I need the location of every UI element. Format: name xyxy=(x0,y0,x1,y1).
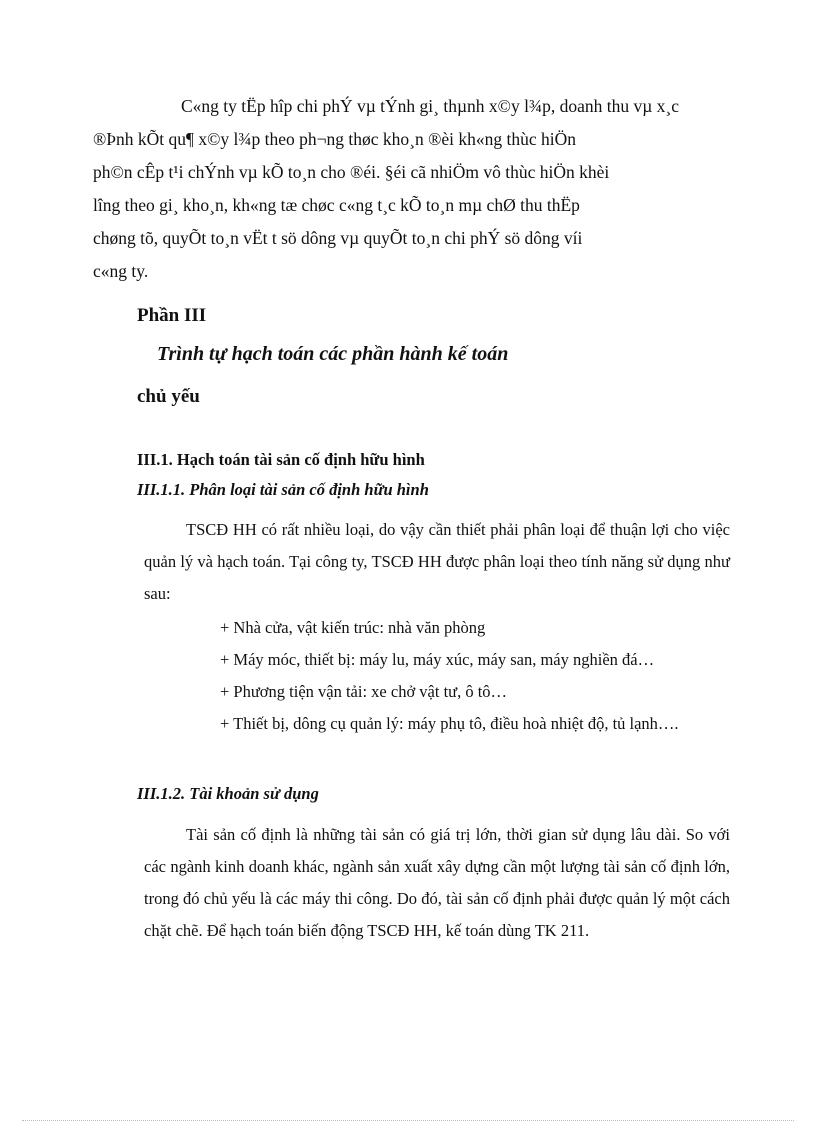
encoded-paragraph xyxy=(93,90,731,288)
subsection-heading-classification: III.1.1. Phân loại tài sản cố định hữu hình xyxy=(137,480,429,499)
part-title-continued: chủ yếu xyxy=(137,386,200,407)
page-bottom-divider xyxy=(22,1120,794,1121)
part-title: Trình tự hạch toán các phần hành kế toán xyxy=(157,343,509,365)
section-heading: III.1. Hạch toán tài sản cố định hữu hình xyxy=(137,450,425,469)
list-item: + Nhà cửa, vật kiến trúc: nhà văn phòng xyxy=(220,618,486,637)
encoded-line: C«ng ty tËp hîp chi phÝ vµ tÝnh gi¸ thµnh x©y l¾p, doanh thu vµ x¸c xyxy=(181,96,680,116)
classification-paragraph: TSCĐ HH có rất nhiều loại, do vậy cần thiết phải phân loại để thuận lợi cho việc quản lý và hạch toán. Tại công ty, TSCĐ HH được phân loại theo tính năng sử dụng như sau: xyxy=(144,520,730,603)
encoded-line: c«ng ty. xyxy=(93,261,149,281)
asset-type-list xyxy=(144,612,730,740)
list-item: + Phương tiện vận tải: xe chở vật tư, ô tô… xyxy=(220,682,508,701)
part-label: Phần III xyxy=(137,305,207,326)
subsection-heading-accounts: III.1.2. Tài khoản sử dụng xyxy=(137,784,319,803)
encoded-line: chøng tõ, quyÕt to¸n vËt t sö dông vµ quyÕt to¸n chi phÝ sö dông víi xyxy=(93,228,583,248)
encoded-line: ®Þnh kÕt qu¶ x©y l¾p theo ph¬ng thøc kho¸n ®èi kh«ng thùc hiÖn xyxy=(93,129,577,149)
encoded-line: ph©n cÊp t¹i chÝnh vµ kÕ to¸n cho ®éi. §éi cã nhiÖm vô thùc hiÖn khèi xyxy=(93,162,610,182)
list-item: + Thiết bị, dông cụ quản lý: máy phụ tô, điều hoà nhiệt độ, tủ lạnh…. xyxy=(220,714,679,733)
accounts-paragraph: Tài sản cố định là những tài sản có giá trị lớn, thời gian sử dụng lâu dài. So với các ngành kinh doanh khác, ngành sản xuất xây dựng cần một lượng tài sản cố định lớn, trong đó chủ yếu là các máy thi công. Do đó, tài sản cố định phải được quản lý một cách chặt chẽ. Để hạch toán biến động TSCĐ HH, kế toán dùng TK 211. xyxy=(144,825,730,940)
encoded-line: lîng theo gi¸ kho¸n, kh«ng tæ chøc c«ng t¸c kÕ to¸n mµ chØ thu thËp xyxy=(93,195,580,215)
list-item: + Máy móc, thiết bị: máy lu, máy xúc, máy san, máy nghiền đá… xyxy=(220,650,655,669)
